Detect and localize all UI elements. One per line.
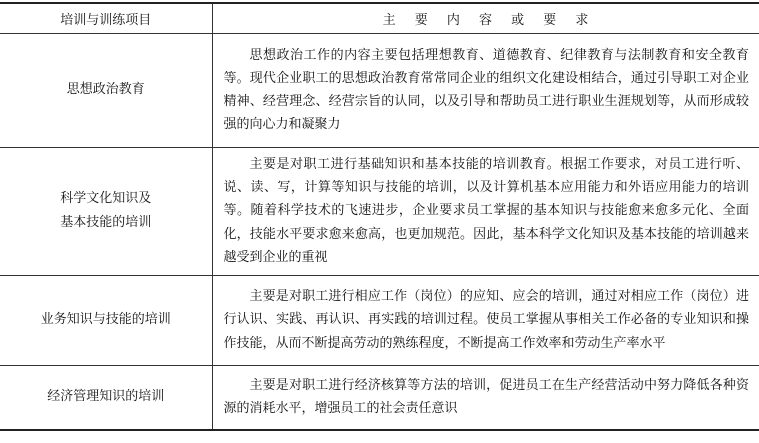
description-cell xyxy=(212,147,759,275)
description-cell xyxy=(212,33,759,147)
description-text: 思想政治工作的内容主要包括理想教育、道德教育、纪律教育与法制教育和安全教育等。现代企业职工的思想政治教育常常同企业的组织文化建设相结合，通过引导职工对企业精神、经营理念、经营宗旨的认同，以及引导和帮助员工进行职业生涯规划等，从而形成较强的向心力和凝聚力 xyxy=(223,47,749,133)
category-label: 业务知识与技能的培训 xyxy=(40,312,171,327)
description-text: 主要是对职工进行基础知识和基本技能的培训教育。根据工作要求，对员工进行听、说、读、写，计算等知识与技能的培训，以及计算机基本应用能力和外语应用能力的培训等。随着科学技术的飞速进步，企业要求员工掌握的基本知识与技能愈来愈多元化、全面化，技能水平要求愈来愈高，也更加规范。因此，基本科学文化知识及基本技能的培训越来越受到企业的重视 xyxy=(223,156,749,265)
description-text: 主要是对职工进行经济核算等方法的培训，促进员工在生产经营活动中努力降低各种资源的消耗水平，增强员工的社会责任意识 xyxy=(223,378,749,417)
header-main-content: 主 要 内 容 或 要 求 xyxy=(212,3,759,33)
category-cell xyxy=(0,275,212,365)
description-cell xyxy=(212,365,759,430)
category-cell xyxy=(0,33,212,147)
table-row xyxy=(0,275,759,365)
category-label: 经济管理知识的培训 xyxy=(47,389,165,405)
header-row xyxy=(0,3,759,33)
category-label: 思想政治教育 xyxy=(66,82,145,97)
category-cell xyxy=(0,147,212,275)
header-training-item: 培训与训练项目 xyxy=(0,3,212,33)
table-row xyxy=(0,33,759,147)
category-label: 科学文化知识及 xyxy=(60,191,152,206)
description-text: 主要是对职工进行相应工作（岗位）的应知、应会的培训，通过对相应工作（岗位）进行认识、实践、再认识、再实践的培训过程。使员工掌握从事相关工作必备的专业知识和操作技能，从而不断提高劳动的熟练程度，不断提高工作效率和劳动生产率水平 xyxy=(223,289,749,351)
training-content-table xyxy=(0,2,759,431)
table-row xyxy=(0,365,759,430)
table-header xyxy=(0,3,759,33)
category-cell xyxy=(0,365,212,430)
category-label: 基本技能的培训 xyxy=(60,215,152,230)
table-row xyxy=(0,147,759,275)
description-cell xyxy=(212,275,759,365)
table-body xyxy=(0,33,759,430)
